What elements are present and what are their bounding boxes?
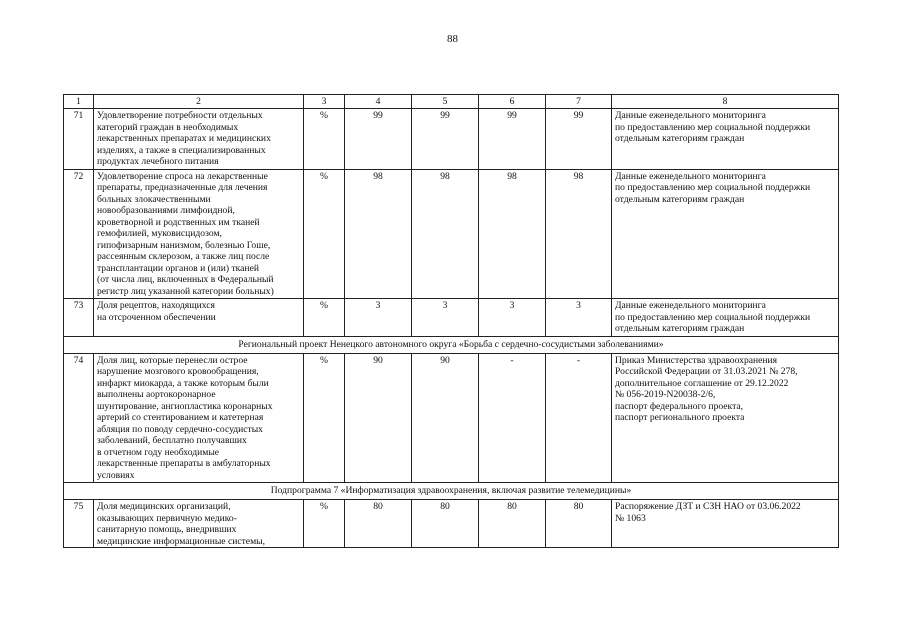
source-line: паспорт регионального проекта <box>615 412 745 423</box>
source-line: № 1063 <box>615 512 646 524</box>
indicator-name <box>94 500 304 548</box>
unit-cell: % <box>304 109 345 170</box>
value-cell: 80 <box>345 500 412 548</box>
source-line: по предоставлению мер социальной поддержки <box>615 182 811 193</box>
indicator-name <box>94 299 304 337</box>
value-cell: 99 <box>412 109 479 170</box>
header-cell: 7 <box>546 95 612 109</box>
row-number: 72 <box>64 169 94 299</box>
header-cell: 4 <box>345 95 412 109</box>
indicator-name-line: (от числа лиц, включенных в Федеральный <box>97 274 274 285</box>
indicator-name-line: на отсроченном обеспечении <box>97 311 216 323</box>
value-cell: 90 <box>345 353 412 483</box>
header-cell: 8 <box>612 95 839 109</box>
table-row <box>64 353 839 483</box>
value-cell: 3 <box>479 299 546 337</box>
source-cell <box>612 500 839 548</box>
value-cell: 80 <box>479 500 546 548</box>
indicator-name <box>94 353 304 483</box>
value-cell: 98 <box>479 169 546 299</box>
value-cell: 90 <box>412 353 479 483</box>
source-line: отдельным категориям граждан <box>615 133 745 144</box>
indicator-name-line: инфаркт миокарда, а также которым были <box>97 377 269 389</box>
source-line: дополнительное соглашение от 29.12.2022 <box>615 377 789 389</box>
header-cell: 2 <box>94 95 304 109</box>
indicator-name-line: категорий граждан в необходимых <box>97 121 239 133</box>
source-line: отдельным категориям граждан <box>615 193 745 205</box>
source-cell <box>612 299 839 337</box>
unit-cell: % <box>304 169 345 299</box>
indicator-name-line: продуктах лечебного питания <box>97 156 219 167</box>
indicator-name-line: оказывающих первичную медико- <box>97 512 237 524</box>
indicator-name-line: гемофилией, муковисцидозом, <box>97 228 222 239</box>
section-title: Региональный проект Ненецкого автономного округа «Борьба с сердечно-сосудистыми заболеваниями» <box>64 336 839 353</box>
indicator-name-line: артерий со стентированием и катетерная <box>97 412 264 423</box>
unit-cell: % <box>304 500 345 548</box>
indicator-name-line: изделиях, а также в специализированных <box>97 144 266 156</box>
indicator-name-line: заболеваний, бесплатно получавших <box>97 435 247 446</box>
source-line: по предоставлению мер социальной поддержки <box>615 121 811 133</box>
header-cell: 3 <box>304 95 345 109</box>
indicator-name-line: Удовлетворение спроса на лекарственные <box>97 170 268 182</box>
indicator-name-line: абляция по поводу сердечно-сосудистых <box>97 423 263 435</box>
unit-cell: % <box>304 299 345 337</box>
indicator-name-line: больных злокачественными <box>97 193 211 205</box>
indicator-name-line: Доля рецептов, находящихся <box>97 300 215 311</box>
table-row <box>64 500 839 548</box>
value-cell: 99 <box>345 109 412 170</box>
source-line: по предоставлению мер социальной поддержки <box>615 311 811 323</box>
source-cell <box>612 353 839 483</box>
table-row <box>64 109 839 170</box>
value-cell: 98 <box>345 169 412 299</box>
indicator-name-line: регистр лиц указанной категории больных) <box>97 285 274 297</box>
header-cell: 1 <box>64 95 94 109</box>
indicator-name <box>94 109 304 170</box>
indicator-name-line: условиях <box>97 469 135 481</box>
value-cell: 80 <box>412 500 479 548</box>
indicator-name-line: рассеянным склерозом, а также лиц после <box>97 251 270 262</box>
value-cell: 99 <box>479 109 546 170</box>
indicator-name-line: гипофизарным нанизмом, болезнью Гоше, <box>97 239 271 251</box>
table-row <box>64 169 839 299</box>
header-cell: 5 <box>412 95 479 109</box>
source-line: Российской Федерации от 31.03.2021 № 278, <box>615 366 798 377</box>
source-line: Приказ Министерства здравоохранения <box>615 354 778 366</box>
indicator-name-line: в отчетном году необходимые <box>97 446 220 458</box>
indicator-name-line: Удовлетворение потребности отдельных <box>97 110 263 121</box>
value-cell: - <box>479 353 546 483</box>
section-row <box>64 336 839 353</box>
indicator-name-line: медицинские информационные системы, <box>97 535 265 546</box>
source-line: Распоряжение ДЗТ и СЗН НАО от 03.06.2022 <box>615 501 801 512</box>
indicators-table <box>63 94 839 548</box>
indicator-name-line: нарушение мозгового кровообращения, <box>97 366 259 377</box>
indicator-name-line: кроветворной и родственных им тканей <box>97 216 260 228</box>
unit-cell: % <box>304 353 345 483</box>
indicator-name-line: Доля медицинских организаций, <box>97 501 231 512</box>
indicator-name <box>94 169 304 299</box>
indicator-name-line: Доля лиц, которые перенесли острое <box>97 354 248 366</box>
indicator-name-line: трансплантации органов и (или) тканей <box>97 262 259 274</box>
source-line: Данные еженедельного мониторинга <box>615 300 766 311</box>
value-cell: 3 <box>546 299 612 337</box>
section-title: Подпрограмма 7 «Информатизация здравоохранения, включая развитие телемедицины» <box>64 483 839 500</box>
value-cell: - <box>546 353 612 483</box>
table-header-row <box>64 95 839 109</box>
indicator-name-line: лекарственных препаратах и медицинских <box>97 133 271 144</box>
row-number: 73 <box>64 299 94 337</box>
indicator-name-line: препараты, предназначенные для лечения <box>97 182 268 193</box>
source-line: отдельным категориям граждан <box>615 323 745 334</box>
row-number: 75 <box>64 500 94 548</box>
source-cell <box>612 109 839 170</box>
source-line: Данные еженедельного мониторинга <box>615 170 766 182</box>
section-row <box>64 483 839 500</box>
indicator-name-line: новообразованиями лимфоидной, <box>97 205 235 216</box>
value-cell: 3 <box>412 299 479 337</box>
indicator-name-line: лекарственные препараты в амбулаторных <box>97 458 271 469</box>
value-cell: 98 <box>412 169 479 299</box>
value-cell: 99 <box>546 109 612 170</box>
indicator-name-line: шунтирование, ангиопластика коронарных <box>97 400 273 412</box>
row-number: 74 <box>64 353 94 483</box>
page-number: 88 <box>447 33 458 45</box>
value-cell: 80 <box>546 500 612 548</box>
table-row <box>64 299 839 337</box>
indicator-name-line: санитарную помощь, внедривших <box>97 524 237 535</box>
header-cell: 6 <box>479 95 546 109</box>
row-number: 71 <box>64 109 94 170</box>
source-line: паспорт федерального проекта, <box>615 400 744 412</box>
value-cell: 98 <box>546 169 612 299</box>
source-line: Данные еженедельного мониторинга <box>615 110 766 121</box>
indicator-name-line: выполнены аортокоронарное <box>97 389 216 400</box>
source-line: № 056-2019-N20038-2/6, <box>615 389 716 400</box>
value-cell: 3 <box>345 299 412 337</box>
source-cell <box>612 169 839 299</box>
